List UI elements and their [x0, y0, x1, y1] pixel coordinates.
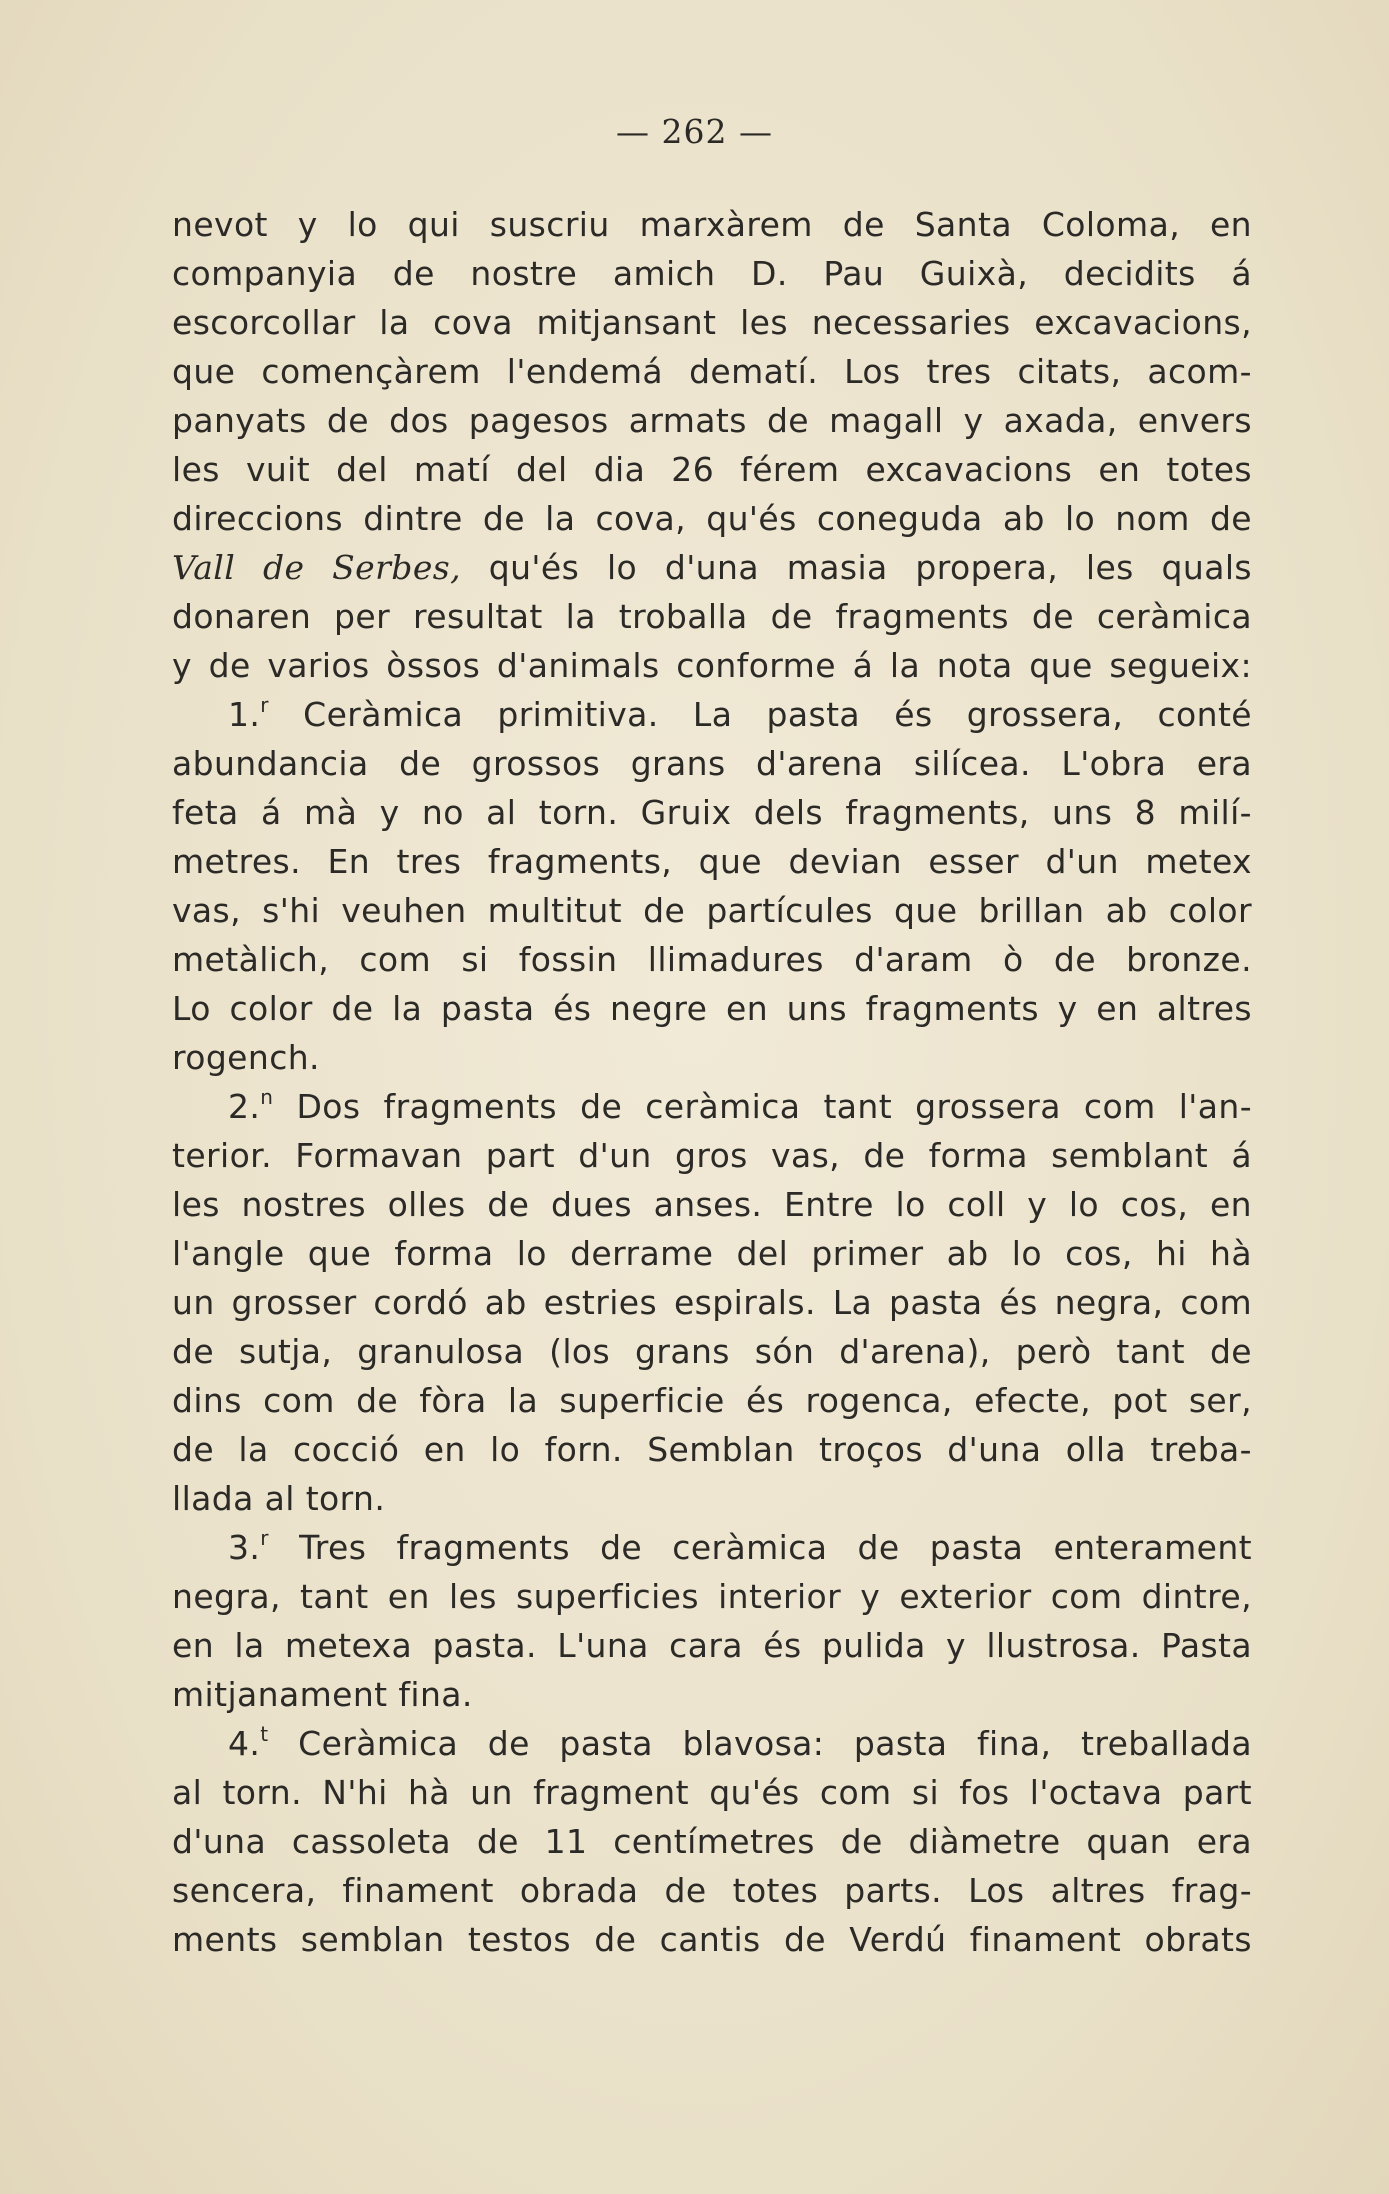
- text-line: terior. Formavan part d'un gros vas, de forma semblant á: [172, 1136, 1252, 1175]
- item-number: 3.: [228, 1528, 261, 1567]
- text-line: de sutja, granulosa (los grans són d'arena), però tant de: [172, 1332, 1252, 1371]
- text-line: que començàrem l'endemá dematí. Los tres citats, acom-: [172, 352, 1252, 391]
- item-1-first-line: 1.$^r$ Ceràmica primitiva. La pasta és grossera, conté: [228, 693, 1252, 734]
- text-line: Vall de Serbes, qu'és lo d'una masia propera, les quals: [172, 548, 1252, 587]
- text-line: Lo color de la pasta és negre en uns fragments y en altres: [172, 989, 1252, 1028]
- text-line: un grosser cordó ab estries espirals. La pasta és negra, com: [172, 1283, 1252, 1322]
- body-text: [172, 200, 1252, 1964]
- text-line: escorcollar la cova mitjansant les necessaries excavacions,: [172, 303, 1252, 342]
- ordinal-suffix: r: [260, 1526, 269, 1550]
- text-line: rogench.: [172, 1038, 320, 1077]
- text-line: en la metexa pasta. L'una cara és pulida y llustrosa. Pasta: [172, 1626, 1252, 1665]
- item-number: 4.: [228, 1724, 261, 1763]
- item-2-first-line: 2.$^n$ Dos fragments de ceràmica tant grossera com l'an-: [228, 1085, 1252, 1126]
- text-line: l'angle que forma lo derrame del primer ab lo cos, hi hà: [172, 1234, 1252, 1273]
- text-line: mitjanament fina.: [172, 1675, 473, 1714]
- item-4-first-line: 4.$^t$ Ceràmica de pasta blavosa: pasta fina, treballada: [228, 1722, 1252, 1763]
- text-line: de la cocció en lo forn. Semblan troços d'una olla treba-: [172, 1430, 1252, 1469]
- ordinal-suffix: t: [260, 1722, 269, 1746]
- page-number: — 262 —: [616, 112, 773, 151]
- text-line: direccions dintre de la cova, qu'és coneguda ab lo nom de: [172, 499, 1252, 538]
- text-line: abundancia de grossos grans d'arena silícea. L'obra era: [172, 744, 1252, 783]
- text-line: nevot y lo qui suscriu marxàrem de Santa Coloma, en: [172, 205, 1252, 244]
- text-line: panyats de dos pagesos armats de magall y axada, envers: [172, 401, 1252, 440]
- text-line: y de varios òssos d'animals conforme á la nota que segueix:: [172, 646, 1252, 685]
- text-line: d'una cassoleta de 11 centímetres de diàmetre quan era: [172, 1822, 1252, 1861]
- text-line: metres. En tres fragments, que devian esser d'un metex: [172, 842, 1252, 881]
- text-line: les nostres olles de dues anses. Entre lo coll y lo cos, en: [172, 1185, 1252, 1224]
- item-3-first-line: 3.$^r$ Tres fragments de ceràmica de pasta enterament: [228, 1526, 1252, 1567]
- text-line: donaren per resultat la troballa de fragments de ceràmica: [172, 597, 1252, 636]
- text-line: negra, tant en les superficies interior y exterior com dintre,: [172, 1577, 1252, 1616]
- item-number: 1.: [228, 695, 261, 734]
- place-name-italic: Vall de Serbes,: [172, 548, 461, 587]
- text-line: sencera, finament obrada de totes parts. Los altres frag-: [172, 1871, 1252, 1910]
- text-line: les vuit del matí del dia 26 férem excavacions en totes: [172, 450, 1252, 489]
- text-line: llada al torn.: [172, 1479, 386, 1518]
- text-line: vas, s'hi veuhen multitut de partícules que brillan ab color: [172, 891, 1252, 930]
- ordinal-suffix: r: [260, 693, 269, 717]
- text-line: ments semblan testos de cantis de Verdú finament obrats: [172, 1920, 1252, 1959]
- text-line: metàlich, com si fossin llimadures d'aram ò de bronze.: [172, 940, 1252, 979]
- text-line: dins com de fòra la superficie és rogenca, efecte, pot ser,: [172, 1381, 1252, 1420]
- text-line: al torn. N'hi hà un fragment qu'és com si fos l'octava part: [172, 1773, 1252, 1812]
- text-line: companyia de nostre amich D. Pau Guixà, decidits á: [172, 254, 1252, 293]
- ordinal-suffix: n: [260, 1085, 274, 1109]
- item-number: 2.: [228, 1087, 261, 1126]
- text-line: feta á mà y no al torn. Gruix dels fragments, uns 8 milí-: [172, 793, 1252, 832]
